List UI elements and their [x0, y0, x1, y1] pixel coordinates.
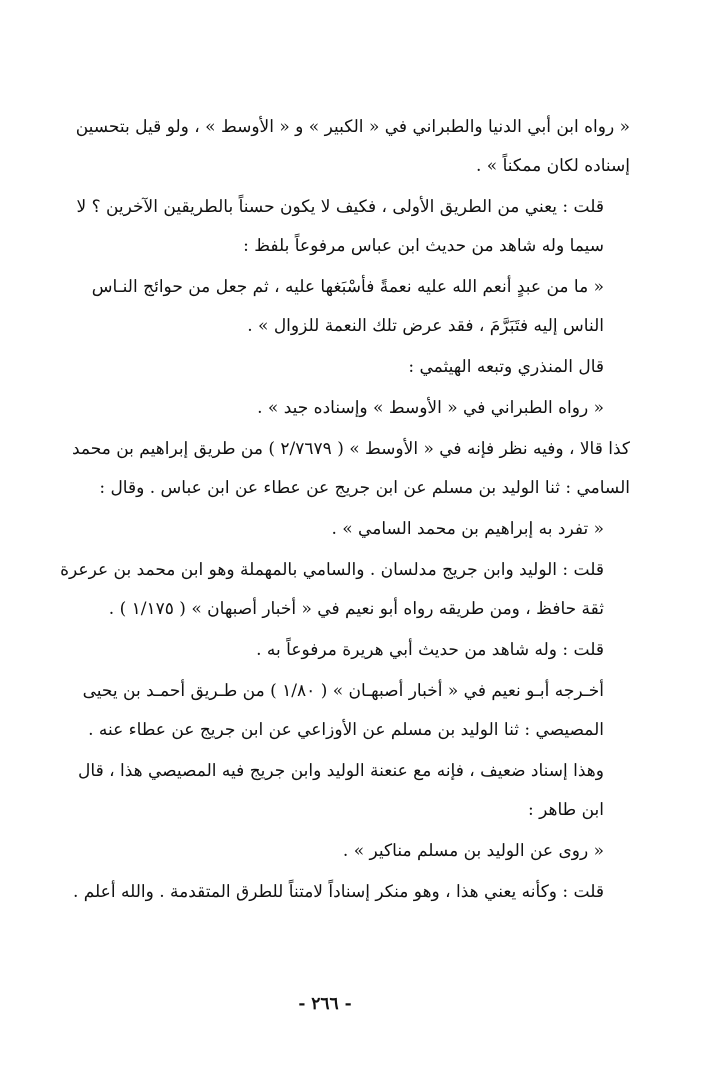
text-line: « تفرد به إبراهيم بن محمد السامي » .: [331, 519, 604, 539]
paragraph: [28, 832, 630, 871]
text-line: قال المنذري وتبعه الهيثمي :: [408, 357, 604, 377]
text-line: وهذا إسناد ضعيف ، فإنه مع عنعنة الوليد وابن جريج فيه المصيصي هذا ، قال: [78, 761, 604, 781]
paragraph: [28, 752, 630, 830]
text-line: إسناده لكان ممكناً » .: [475, 156, 630, 176]
text-line: « رواه الطبراني في « الأوسط » وإسناده جيد » .: [257, 398, 604, 418]
body-text: [28, 108, 630, 914]
text-line: « رواه ابن أبي الدنيا والطبراني في « الكبير » و « الأوسط » ، ولو قيل بتحسين: [75, 117, 630, 137]
text-line: ثقة حافظ ، ومن طريقه رواه أبو نعيم في « أخبار أصبهان » ( ١/١٧٥ ) .: [108, 599, 604, 619]
paragraph: [28, 389, 630, 428]
text-line: « روى عن الوليد بن مسلم مناكير » .: [342, 841, 604, 861]
paragraph: [28, 672, 630, 750]
paragraph: [28, 430, 630, 508]
text-line: قلت : وكأنه يعني هذا ، وهو منكر إسناداً لامتناً للطرق المتقدمة . والله أعلم .: [72, 882, 604, 902]
paragraph: [28, 188, 630, 266]
text-line: أخـرجه أبـو نعيم في « أخبار أصبهـان » ( ١/٨٠ ) من طـريق أحمـد بن يحيى: [82, 681, 604, 701]
paragraph: [28, 348, 630, 387]
text-line: كذا قالا ، وفيه نظر فإنه في « الأوسط » ( ٢/٧٦٧٩ ) من طريق إبراهيم بن محمد: [72, 439, 630, 459]
text-line: قلت : وله شاهد من حديث أبي هريرة مرفوعاً به .: [256, 640, 604, 660]
paragraph: [28, 631, 630, 670]
text-line: الناس إليه فتَبَرَّمَ ، فقد عرض تلك النعمة للزوال » .: [247, 316, 604, 336]
text-line: « ما من عبدٍ أنعم الله عليه نعمةً فأسْبَغها عليه ، ثم جعل من حوائج النـاس: [91, 277, 604, 297]
text-line: قلت : يعني من الطريق الأولى ، فكيف لا يكون حسناً بالطريقين الآخرين ؟ لا: [76, 197, 604, 217]
text-line: السامي : ثنا الوليد بن مسلم عن ابن جريج عن عطاء عن ابن عباس . وقال :: [99, 478, 630, 498]
text-line: ابن طاهر :: [528, 800, 604, 820]
paragraph: [28, 268, 630, 346]
text-line: المصيصي : ثنا الوليد بن مسلم عن الأوزاعي عن ابن جريج عن عطاء عنه .: [88, 720, 604, 740]
paragraph: [28, 551, 630, 629]
text-line: قلت : الوليد وابن جريج مدلسان . والسامي بالمهملة وهو ابن محمد بن عرعرة: [60, 560, 604, 580]
paragraph: [28, 108, 630, 186]
page-number: - ٢٦٦ -: [298, 994, 352, 1014]
paragraph: [28, 510, 630, 549]
paragraph: [28, 873, 630, 912]
text-line: سيما وله شاهد من حديث ابن عباس مرفوعاً بلفظ :: [243, 236, 604, 256]
